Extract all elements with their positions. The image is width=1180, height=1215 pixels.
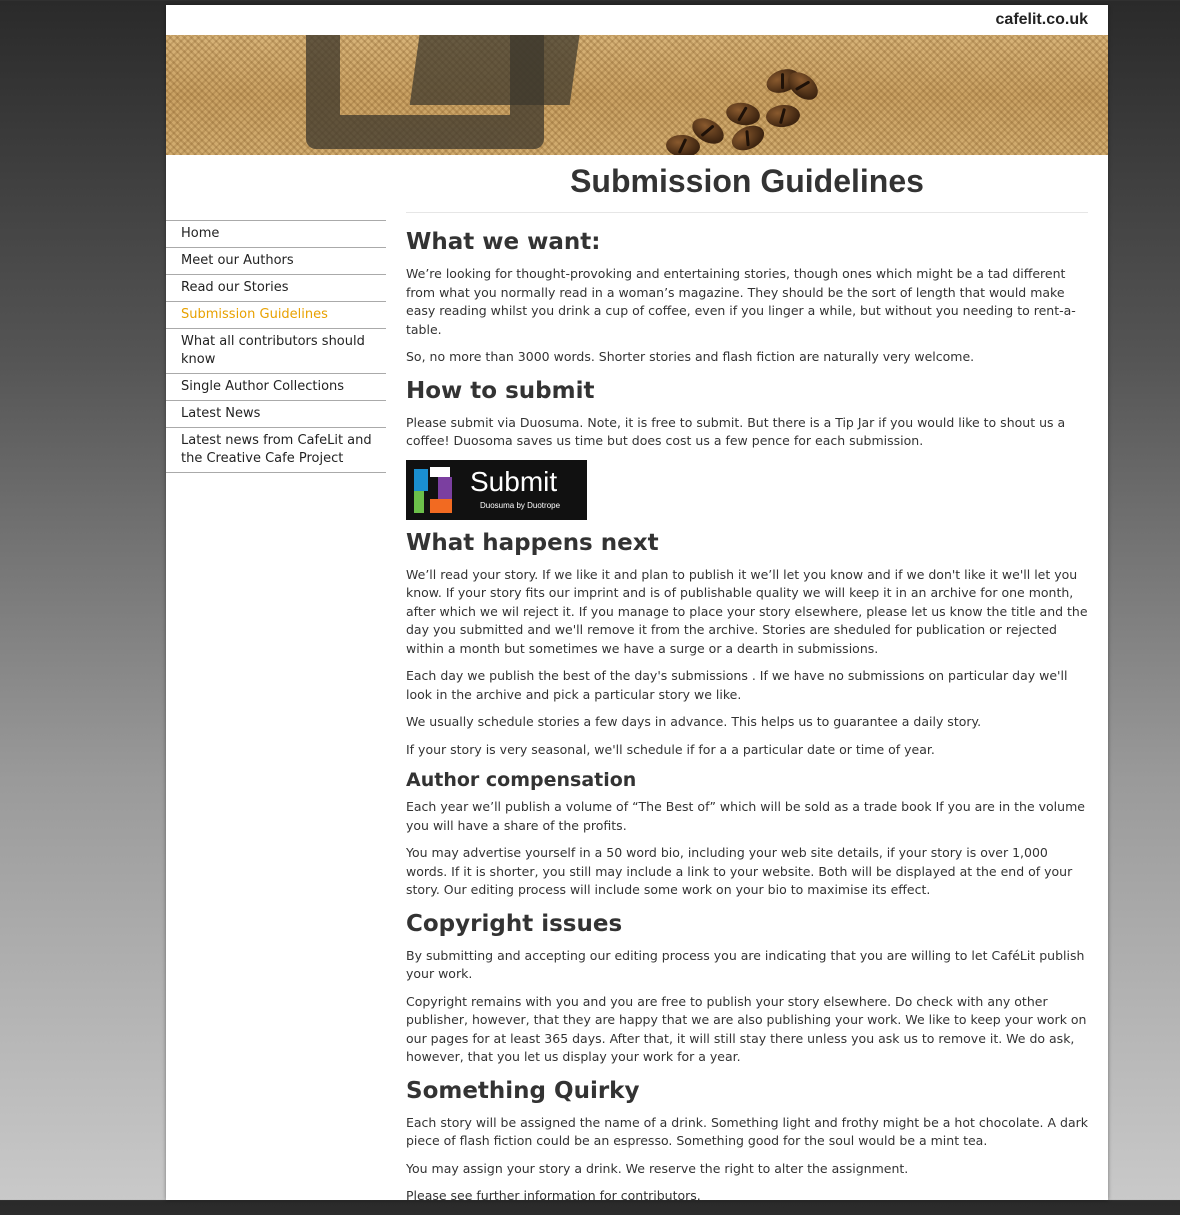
coffee-bean-icon xyxy=(724,100,761,128)
sidebar-item-meet-our-authors[interactable]: Meet our Authors xyxy=(166,248,386,275)
heading-copyright-issues: Copyright issues xyxy=(406,910,623,937)
paragraph: Please submit via Duosuma. Note, it is free to submit. But there is a Tip Jar if you would like to shout us a coffee! Duosoma saves us time but does cost us a few pence for each submission. xyxy=(406,414,1066,448)
coffee-bean-icon xyxy=(665,134,701,155)
paragraph: So, no more than 3000 words. Shorter stories and flash fiction are naturally very welcome. xyxy=(406,349,975,364)
heading-author-compensation: Author compensation xyxy=(406,769,637,791)
coffee-bean-icon xyxy=(765,104,801,129)
paragraph: Each story will be assigned the name of a drink. Something light and frothy might be a hot chocolate. A dark piece of flash fiction could be an espresso. Something good for the soul would be a mint tea. xyxy=(406,1114,1088,1148)
duosuma-submit-button[interactable] xyxy=(406,460,587,520)
heading-how-to-submit: How to submit xyxy=(406,377,595,404)
paragraph: You may advertise yourself in a 50 word bio, including your web site details, if your story is over 1,000 words. If it is shorter, you still may include a link to your website. Both will be displayed at the end of your story. Our editing process will include some work on your bio to maximise its effect. xyxy=(406,845,1073,897)
site-domain[interactable]: cafelit.co.uk xyxy=(995,11,1088,28)
paragraph: You may assign your story a drink. We reserve the right to alter the assignment. xyxy=(406,1160,909,1176)
header-banner-image xyxy=(166,35,1108,155)
paragraph: Please see further information for contributors. xyxy=(406,1188,701,1203)
sidebar-nav xyxy=(166,220,386,473)
paragraph: Each day we publish the best of the day's submissions . If we have no submissions on particular day we'll look in the archive and pick a particular story we like. xyxy=(406,668,1068,702)
sidebar-item-home[interactable]: Home xyxy=(166,221,386,248)
sidebar-item-submission-guidelines[interactable]: Submission Guidelines xyxy=(166,302,386,329)
sidebar-item-contributors-should-know[interactable]: What all contributors should know xyxy=(166,329,386,374)
sidebar-item-read-our-stories[interactable]: Read our Stories xyxy=(166,275,386,302)
duosuma-logo-icon xyxy=(412,465,460,515)
sidebar-item-single-author-collections[interactable]: Single Author Collections xyxy=(166,374,386,401)
paragraph: Copyright remains with you and you are free to publish your story elsewhere. Do check with any other publisher, however, that they are happy that we are also publishing your work. We like to keep your work on our pages for at least 365 days. After that, it will still stay there unless you ask us to remove it. We do ask, however, that you let us display your work for a year. xyxy=(406,993,1087,1064)
submit-button-label: Submit xyxy=(470,465,558,497)
main-content xyxy=(406,223,1088,1215)
heading-what-happens-next: What happens next xyxy=(406,529,659,556)
coffee-bean-icon xyxy=(728,121,768,155)
paragraph: We usually schedule stories a few days in advance. This helps us to guarantee a daily story. xyxy=(406,714,982,729)
heading-something-quirky: Something Quirky xyxy=(406,1077,640,1104)
heading-what-we-want: What we want: xyxy=(406,229,601,255)
submit-button-sublabel: Duosuma by Duotrope xyxy=(480,500,561,510)
paragraph: We’re looking for thought-provoking and entertaining stories, though ones which might be a tad different from what you normally read in a woman’s magazine. They should be the sort of length that would make easy reading whilst you drink a cup of coffee, even if you linger a while, but without you needing to rent-a-table. xyxy=(406,266,1076,337)
paragraph: We’ll read your story. If we like it and plan to publish it we’ll let you know and if we don't like it we'll let you know. If your story fits our imprint and is of publishable quality we will keep it in an archive for one month, after which we wil reject it. If you manage to place your story elsewhere, please let us know the title and the day you submitted and we'll remove it from the archive. Stories are sheduled for publication or rejected within a month but sometimes we have a surge or a dearth in submissions. xyxy=(406,566,1088,656)
paragraph: Each year we’ll publish a volume of “The Best of” which will be sold as a trade book If you are in the volume you will have a share of the profits. xyxy=(406,799,1085,833)
page-container xyxy=(166,5,1108,1203)
banner-stamp-shape-2 xyxy=(410,35,583,105)
title-divider xyxy=(406,212,1088,213)
paragraph: If your story is very seasonal, we'll schedule if for a a particular date or time of year. xyxy=(406,741,935,757)
paragraph: By submitting and accepting our editing process you are indicating that you are willing to let CaféLit publish your work. xyxy=(406,947,1085,981)
page-title: Submission Guidelines xyxy=(570,163,924,199)
sidebar-item-latest-news[interactable]: Latest News xyxy=(166,401,386,428)
top-bar xyxy=(166,5,1108,35)
sidebar-item-latest-news-cafelit[interactable]: Latest news from CafeLit and the Creative Cafe Project xyxy=(166,428,386,473)
